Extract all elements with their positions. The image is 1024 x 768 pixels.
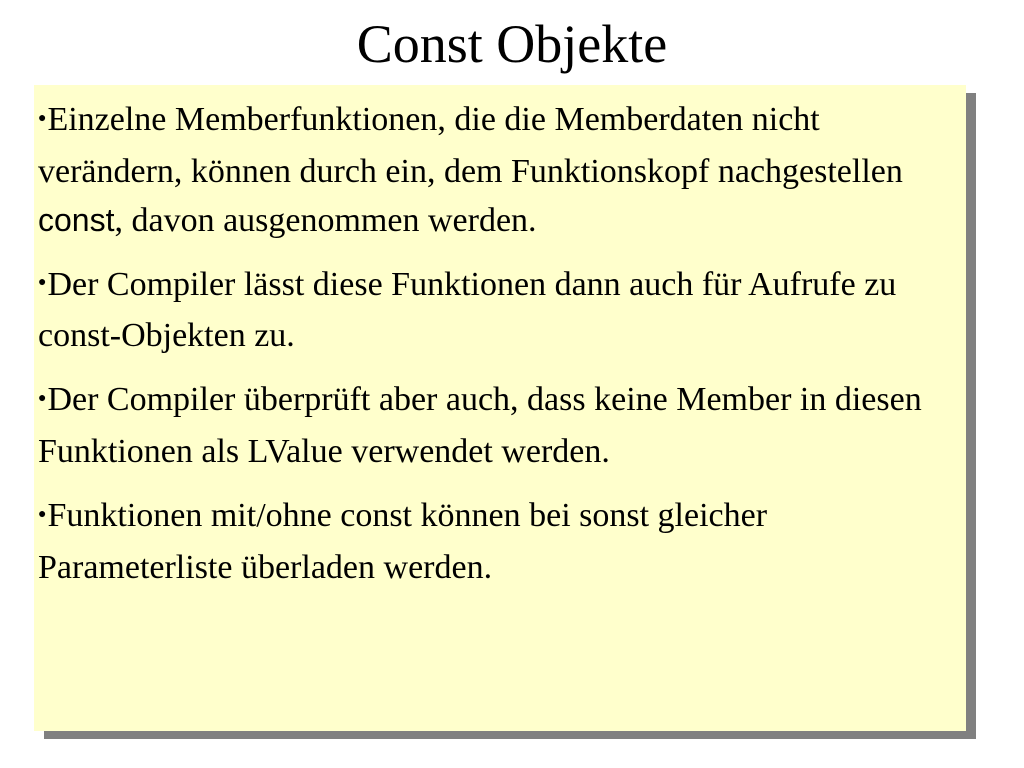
bullet-text: Der Compiler lässt diese Funktionen dann auch für Aufrufe zu const-Objekten zu.: [38, 265, 897, 355]
bullet-icon: ●: [38, 110, 47, 126]
bullet-icon: ●: [38, 275, 47, 291]
bullet-item: [38, 95, 958, 245]
bullet-text-before: Einzelne Memberfunktionen, die die Memberdaten nicht verändern, können durch ein, dem Funktionskopf nachgestellen: [38, 101, 903, 190]
bullet-icon: ●: [38, 506, 47, 522]
bullet-text-after: , davon ausgenommen werden.: [114, 201, 537, 239]
bullet-list: [38, 95, 958, 607]
bullet-text: Der Compiler überprüft aber auch, dass keine Member in diesen Funktionen als LValue verwendet werden.: [38, 381, 922, 471]
bullet-item: [38, 375, 958, 476]
bullet-icon: ●: [38, 391, 47, 407]
bullet-item: [38, 260, 958, 361]
bullet-item: [38, 491, 958, 592]
const-keyword: const: [38, 201, 115, 238]
slide-title: Const Objekte: [356, 14, 668, 74]
content-box: [34, 85, 966, 731]
bullet-text: Funktionen mit/ohne const können bei sonst gleicher Parameterliste überladen werden.: [38, 497, 768, 586]
